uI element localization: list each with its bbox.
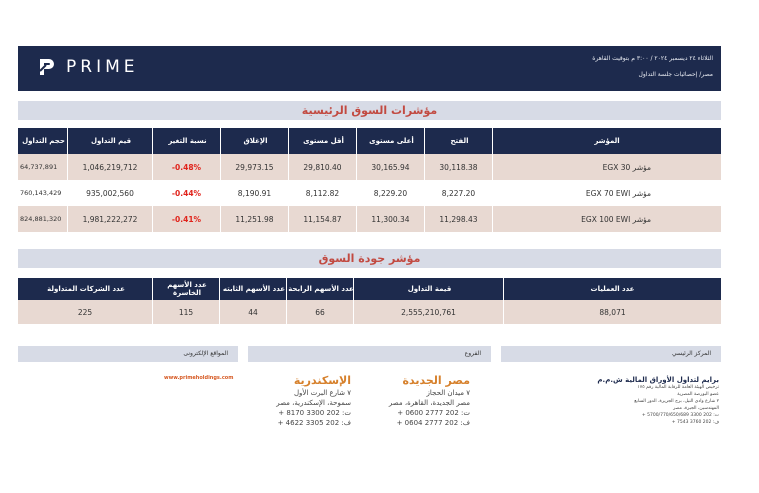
col-low: أقل مستوى xyxy=(289,128,357,154)
indices-table xyxy=(18,128,721,232)
hq-line: ٢ شارع وادي النيل، برج الجزيرة، الدور السابع xyxy=(634,399,719,404)
table-row xyxy=(18,154,721,180)
col-value: قيم التداول xyxy=(68,128,153,154)
web-label-bar: المواقع الإلكترونى xyxy=(18,346,238,362)
col-volume: حجم التداول xyxy=(18,128,68,154)
branch-phone: ت: 202 2777 0600 + xyxy=(397,409,470,417)
traded-companies-cell: 225 xyxy=(18,300,153,324)
close-cell: 8,190.91 xyxy=(221,180,289,206)
hq-fax: ف: 202 3760 7543 + xyxy=(671,420,719,425)
hq-phone: ت: 202 3300 5700/770/650/689 + xyxy=(641,413,719,418)
volume-cell: 824,881,320 xyxy=(18,206,68,232)
trade-value-cell: 2,555,210,761 xyxy=(354,300,504,324)
open-cell: 8,227.20 xyxy=(425,180,493,206)
high-cell: 30,165.94 xyxy=(357,154,425,180)
col-change: نسبة التغير xyxy=(153,128,221,154)
gainers-cell: 66 xyxy=(287,300,354,324)
branch-phone: ت: 202 3300 8170 + xyxy=(278,409,351,417)
session-date: الثلاثاء ٢٤ ديسمبر ٢٠٢٤ / ٣:٠٠ م بتوقيت القاهرة xyxy=(592,55,713,62)
branch-fax: ف: 202 2777 0604 + xyxy=(396,419,470,427)
index-name-cell: مؤشر EGX 100 EWI xyxy=(493,206,721,232)
table-row xyxy=(18,300,721,324)
branch-address-line: ٧ شارع البرت الأول xyxy=(293,389,351,397)
quality-section-title: مؤشر جودة السوق xyxy=(18,249,721,268)
value-cell: 1,046,219,712 xyxy=(68,154,153,180)
index-name-cell: مؤشر EGX 70 EWI xyxy=(493,180,721,206)
branches-label-bar: الفروع xyxy=(248,346,491,362)
col-index: المؤشر xyxy=(493,128,721,154)
branch-address-line: مصر الجديدة، القاهرة، مصر xyxy=(388,399,470,407)
col-close: الإغلاق xyxy=(221,128,289,154)
open-cell: 11,298.43 xyxy=(425,206,493,232)
value-cell: 1,981,222,272 xyxy=(68,206,153,232)
open-cell: 30,118.38 xyxy=(425,154,493,180)
close-cell: 11,251.98 xyxy=(221,206,289,232)
col-unchanged: عدد الأسهم الثابته xyxy=(220,278,287,300)
brand-name: PRIME xyxy=(66,57,139,77)
website-link[interactable]: www.primeholdings.com xyxy=(164,375,234,381)
hq-address-block xyxy=(519,376,719,426)
index-name-cell: مؤشر EGX 30 xyxy=(493,154,721,180)
header-banner xyxy=(18,46,721,91)
hq-label-bar: المركز الرئيسي xyxy=(501,346,721,362)
change-cell: -0.41% xyxy=(153,206,221,232)
col-transactions: عدد العمليات xyxy=(504,278,721,300)
table-row xyxy=(18,206,721,232)
branch-city: مصر الجديدة xyxy=(402,374,470,387)
transactions-cell: 88,071 xyxy=(504,300,721,324)
col-gainers: عدد الأسهم الرابحة xyxy=(287,278,354,300)
low-cell: 29,810.40 xyxy=(289,154,357,180)
volume-cell: 64,737,891 xyxy=(18,154,68,180)
close-cell: 29,973.15 xyxy=(221,154,289,180)
losers-cell: 115 xyxy=(153,300,220,324)
branch-address-line: ٧ ميدان الحجاز xyxy=(426,389,470,397)
volume-cell: 760,143,429 xyxy=(18,180,68,206)
branch-heliopolis xyxy=(340,374,470,428)
col-trade-value: قيمة التداول xyxy=(354,278,504,300)
change-cell: -0.48% xyxy=(153,154,221,180)
branch-alexandria xyxy=(221,374,351,428)
company-name: برايم لتداول الأوراق المالية ش.م.م xyxy=(597,376,719,384)
low-cell: 11,154.87 xyxy=(289,206,357,232)
quality-header-row xyxy=(18,278,721,300)
hq-line: ترخيص الهيئة العامة للرقابة المالية رقم ١٧٥ xyxy=(637,385,719,390)
indices-header-row xyxy=(18,128,721,154)
hq-line: المهندسين، الجيزة، مصر xyxy=(673,406,719,411)
branch-fax: ف: 202 3305 4622 + xyxy=(277,419,351,427)
change-cell: -0.44% xyxy=(153,180,221,206)
quality-table xyxy=(18,278,721,324)
indices-section-title: مؤشرات السوق الرئيسية xyxy=(18,101,721,120)
hq-line: عضو البورصة المصرية xyxy=(677,392,719,397)
branch-city: الإسكندرية xyxy=(293,374,351,387)
prime-logo-icon xyxy=(38,57,56,77)
high-cell: 8,229.20 xyxy=(357,180,425,206)
unchanged-cell: 44 xyxy=(220,300,287,324)
low-cell: 8,112.82 xyxy=(289,180,357,206)
table-row xyxy=(18,180,721,206)
col-losers: عدد الأسهم الخاسرة xyxy=(153,278,220,300)
value-cell: 935,002,560 xyxy=(68,180,153,206)
report-subtitle: مصر/ إحصائيات جلسة التداول xyxy=(638,71,713,78)
col-high: أعلى مستوى xyxy=(357,128,425,154)
brand-logo xyxy=(38,57,139,77)
high-cell: 11,300.34 xyxy=(357,206,425,232)
col-open: الفتح xyxy=(425,128,493,154)
col-traded-companies: عدد الشركات المتداولة xyxy=(18,278,153,300)
branch-address-line: سموحة، الإسكندرية، مصر xyxy=(276,399,351,407)
